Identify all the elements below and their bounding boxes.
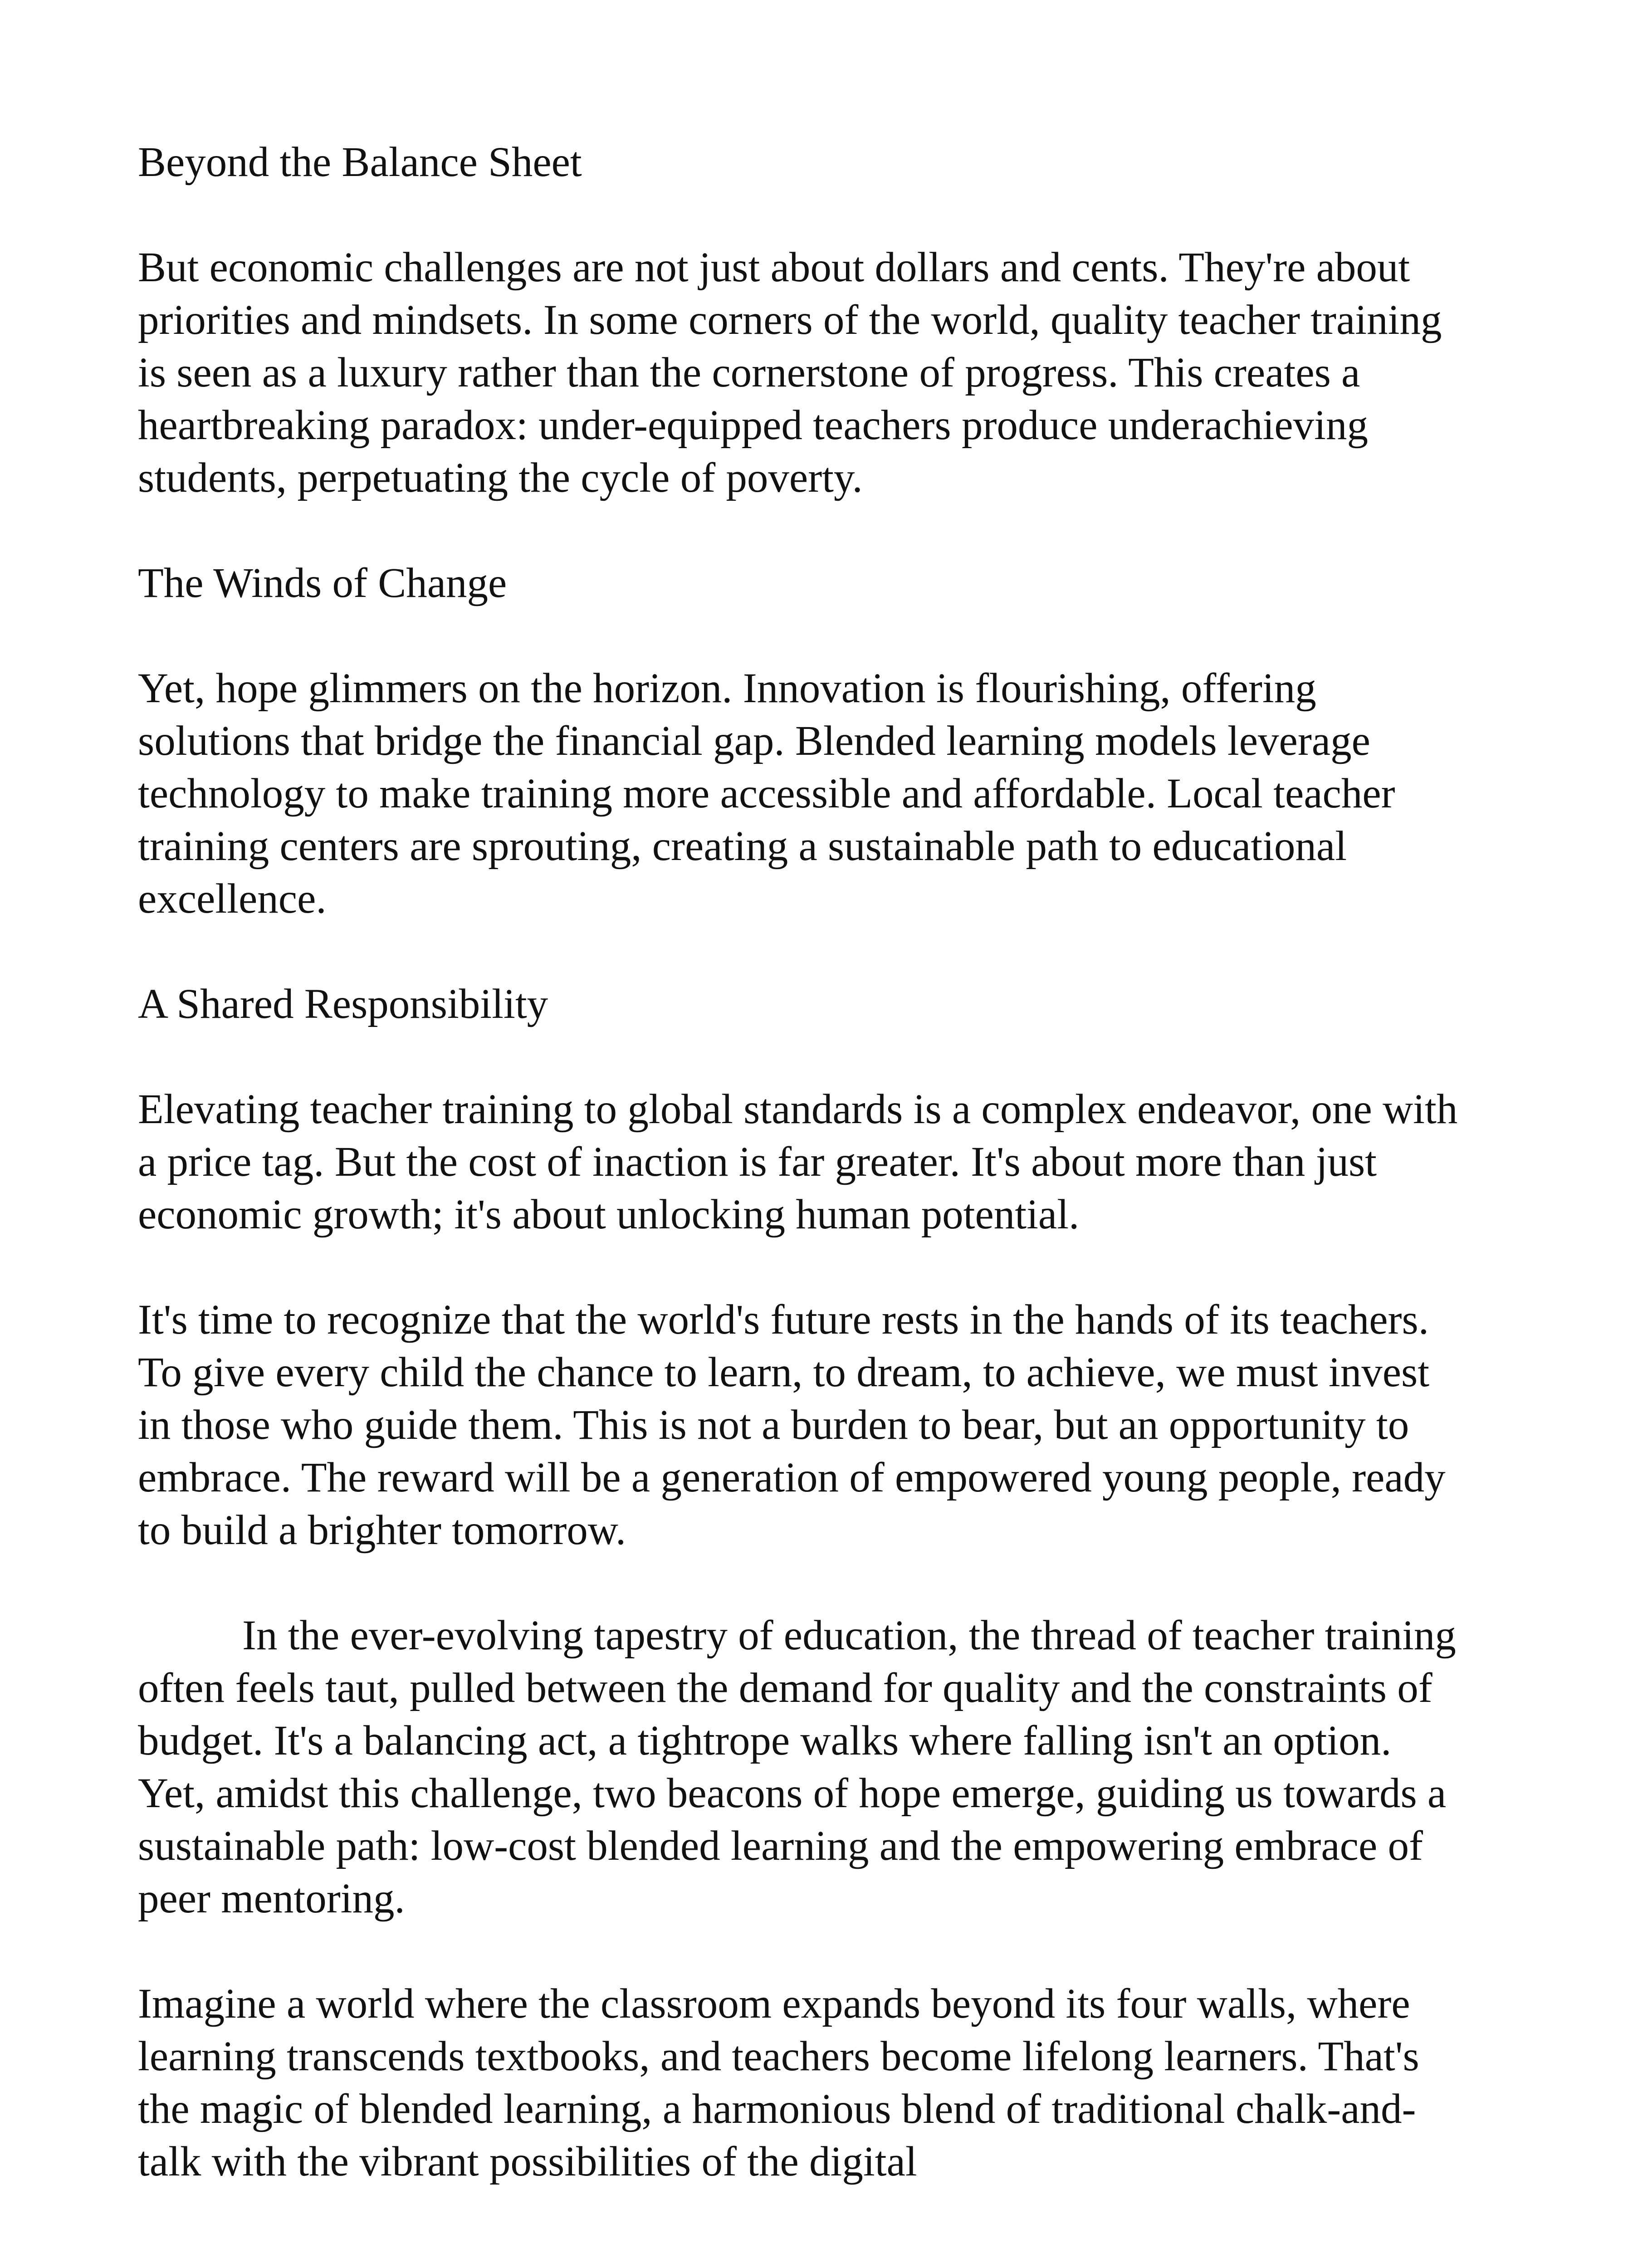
paragraph-economic-challenges: But economic challenges are not just about dollars and cents. They're about priorities and mindsets. In some corners of the world, quality teacher training is seen as a luxury rather than the cornerstone of progress. This creates a heartbreaking paradox: under-equipped teachers produce underachieving students, perpetuating the cycle of poverty.	[138, 244, 1442, 501]
heading-shared-responsibility: A Shared Responsibility	[138, 981, 548, 1027]
heading-winds-of-change: The Winds of Change	[138, 560, 507, 606]
paragraph-ever-evolving-tapestry: In the ever-evolving tapestry of education, the thread of teacher training often feels taut, pulled between the demand for quality and the constraints of budget. It's a balancing act, a tightrope walks where falling isn't an option. Yet, amidst this challenge, two beacons of hope emerge, guiding us towards a sustainable path: low-cost blended learning and the empowering embrace of peer mentoring.	[138, 1612, 1456, 1922]
page-body-text	[138, 136, 1462, 2241]
paragraph-time-to-recognize: It's time to recognize that the world's future rests in the hands of its teachers. To give every child the chance to learn, to dream, to achieve, we must invest in those who guide them. This is not a burden to bear, but an opportunity to embrace. The reward will be a generation of empowered young people, ready to build a brighter tomorrow.	[138, 1296, 1446, 1554]
paragraph-elevating-teacher-training: Elevating teacher training to global standards is a complex endeavor, one with a price tag. But the cost of inaction is far greater. It's about more than just economic growth; it's about unlocking human potential.	[138, 1086, 1458, 1238]
paragraph-hope-glimmers: Yet, hope glimmers on the horizon. Innovation is flourishing, offering solutions that bridge the financial gap. Blended learning models leverage technology to make training more accessible and affordable. Local teacher training centers are sprouting, creating a sustainable path to educational excellence.	[138, 665, 1395, 922]
paragraph-imagine-a-world: Imagine a world where the classroom expands beyond its four walls, where learning transcends textbooks, and teachers become lifelong learners. That's the magic of blended learning, a harmonious blend of traditional chalk-and-talk with the vibrant possibilities of the digital	[138, 1980, 1419, 2185]
heading-beyond-balance-sheet: Beyond the Balance Sheet	[138, 139, 582, 186]
